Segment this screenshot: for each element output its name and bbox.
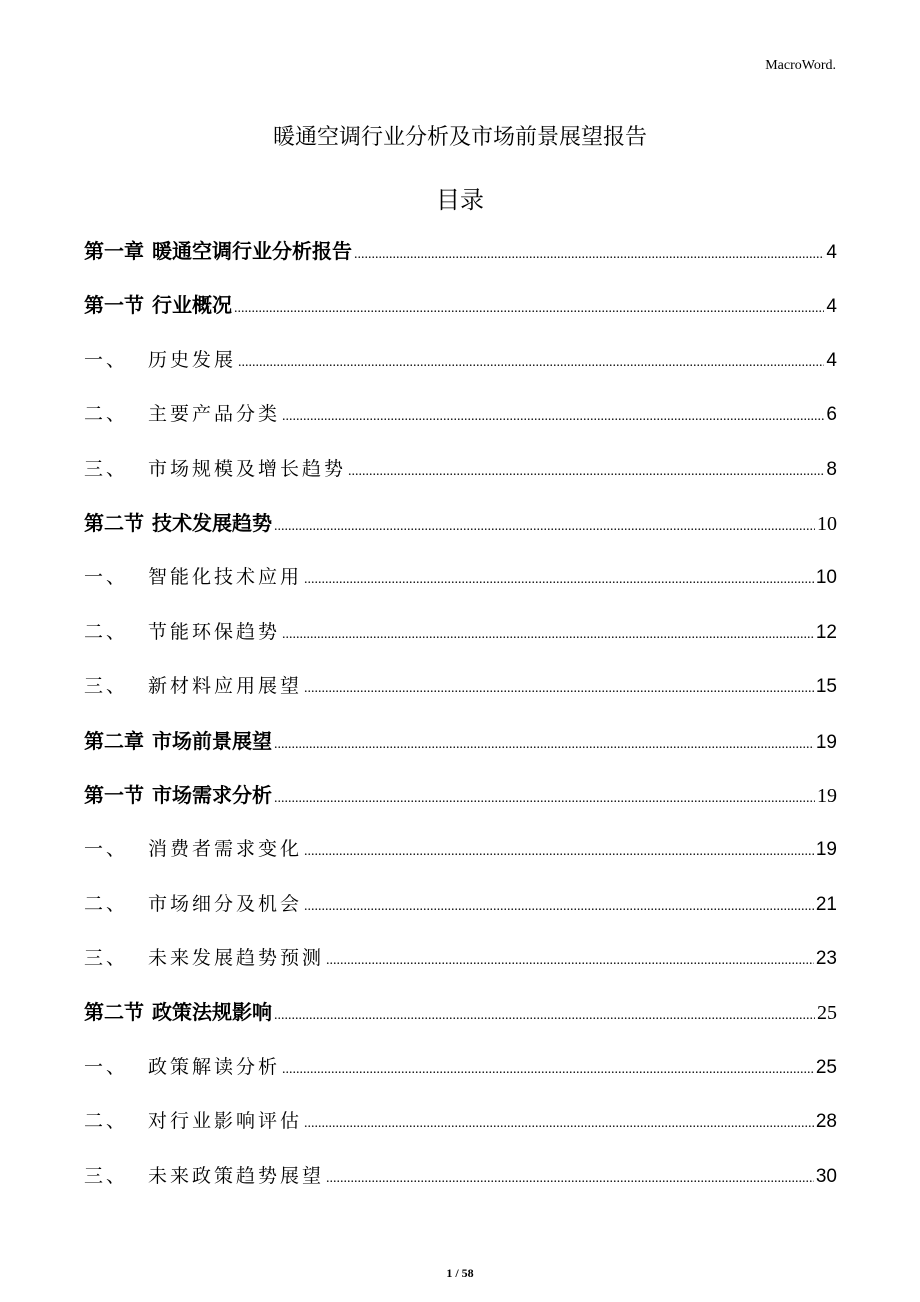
toc-entry-number: 第二节 (84, 1000, 144, 1025)
toc-entry-text: 未来政策趋势展望 (148, 1164, 325, 1187)
toc-entry[interactable] (84, 605, 837, 659)
toc-leader-dots (304, 1097, 814, 1151)
toc-entry[interactable] (84, 659, 837, 713)
toc-entry[interactable] (84, 224, 837, 278)
toc-entry-page: 4 (826, 349, 837, 371)
toc-leader-dots (274, 500, 815, 554)
toc-entry-page: 19 (815, 839, 837, 861)
toc-entry-page: 10 (817, 512, 837, 535)
toc-entry-page: 25 (817, 1002, 837, 1025)
toc-entry-page: 8 (826, 458, 837, 480)
toc-entry-text: 消费者需求变化 (148, 838, 303, 861)
toc-entry-page: 4 (826, 296, 837, 318)
toc-entry-number: 第一节 (84, 293, 144, 318)
toc-entry-number: 一、 (84, 566, 129, 589)
toc-entry[interactable] (84, 768, 837, 822)
toc-entry-number: 一、 (84, 1055, 129, 1078)
toc-entry-number: 三、 (84, 457, 129, 480)
toc-leader-dots (274, 989, 815, 1043)
toc-entry-page: 19 (817, 784, 837, 807)
toc-entry-number: 第二章 (84, 728, 144, 753)
toc-entry-text: 政策法规影响 (152, 1000, 272, 1025)
toc-entry-number: 三、 (84, 1164, 129, 1187)
toc-entry-text: 市场前景展望 (152, 728, 272, 753)
toc-entry-text: 智能化技术应用 (148, 566, 303, 589)
toc-entry[interactable] (84, 822, 837, 876)
toc-entry-number: 一、 (84, 838, 129, 861)
toc-entry[interactable] (84, 1149, 837, 1203)
toc-leader-dots (234, 282, 824, 336)
toc-entry[interactable] (84, 1040, 837, 1094)
toc-entry-text: 市场规模及增长趋势 (148, 457, 347, 480)
header-brand: MacroWord. (765, 58, 836, 73)
toc-entry-number: 二、 (84, 892, 129, 915)
toc-leader-dots (282, 1043, 814, 1097)
toc-entry[interactable] (84, 931, 837, 985)
toc-entry-number: 第二节 (84, 510, 144, 535)
toc-leader-dots (354, 228, 824, 282)
toc-entry-text: 对行业影响评估 (148, 1110, 303, 1133)
toc-entry-number: 二、 (84, 1110, 129, 1133)
toc-entry-text: 新材料应用展望 (148, 675, 303, 698)
toc-entry-page: 15 (815, 676, 837, 698)
toc-entry-text: 未来发展趋势预测 (148, 947, 325, 970)
toc-entry-text: 节能环保趋势 (148, 620, 281, 643)
table-of-contents (84, 224, 837, 1203)
toc-entry[interactable] (84, 550, 837, 604)
toc-entry-text: 行业概况 (152, 293, 232, 318)
toc-leader-dots (304, 662, 814, 716)
toc-leader-dots (282, 608, 814, 662)
toc-leader-dots (274, 718, 814, 772)
toc-entry[interactable] (84, 496, 837, 550)
toc-leader-dots (282, 390, 824, 444)
toc-entry[interactable] (84, 442, 837, 496)
toc-leader-dots (238, 336, 824, 390)
toc-entry-number: 三、 (84, 675, 129, 698)
toc-entry-text: 政策解读分析 (148, 1055, 281, 1078)
toc-entry-page: 30 (815, 1165, 837, 1187)
toc-entry-page: 10 (815, 567, 837, 589)
toc-leader-dots (326, 1152, 814, 1206)
toc-entry-text: 历史发展 (148, 348, 237, 371)
toc-leader-dots (304, 553, 814, 607)
toc-entry-page: 6 (826, 404, 837, 426)
toc-entry-number: 二、 (84, 620, 129, 643)
toc-leader-dots (304, 880, 814, 934)
toc-entry-page: 19 (815, 731, 837, 753)
toc-entry-number: 三、 (84, 947, 129, 970)
toc-entry-page: 23 (815, 948, 837, 970)
toc-entry-page: 25 (815, 1056, 837, 1078)
toc-entry[interactable] (84, 714, 837, 768)
toc-entry-number: 一、 (84, 348, 129, 371)
toc-entry-page: 12 (815, 621, 837, 643)
toc-entry-text: 市场需求分析 (152, 782, 272, 807)
document-title: 暖通空调行业分析及市场前景展望报告 (272, 125, 647, 150)
toc-entry[interactable] (84, 333, 837, 387)
toc-entry-text: 市场细分及机会 (148, 892, 303, 915)
toc-entry-text: 主要产品分类 (148, 403, 281, 426)
toc-leader-dots (304, 825, 814, 879)
toc-leader-dots (274, 772, 815, 826)
toc-entry-number: 第一节 (84, 782, 144, 807)
toc-entry-text: 暖通空调行业分析报告 (152, 239, 352, 263)
toc-entry[interactable] (84, 877, 837, 931)
toc-entry-page: 28 (815, 1111, 837, 1133)
toc-heading: 目录 (436, 186, 484, 214)
toc-leader-dots (348, 445, 824, 499)
toc-entry[interactable] (84, 985, 837, 1039)
toc-leader-dots (326, 934, 814, 988)
page-indicator: 1 / 58 (446, 1266, 474, 1280)
toc-entry-number: 第一章 (84, 239, 144, 263)
toc-entry-page: 4 (826, 242, 837, 263)
toc-entry-text: 技术发展趋势 (152, 510, 272, 535)
toc-entry[interactable] (84, 387, 837, 441)
toc-entry-page: 21 (815, 893, 837, 915)
toc-entry[interactable] (84, 1094, 837, 1148)
toc-entry-number: 二、 (84, 403, 129, 426)
toc-entry[interactable] (84, 278, 837, 332)
